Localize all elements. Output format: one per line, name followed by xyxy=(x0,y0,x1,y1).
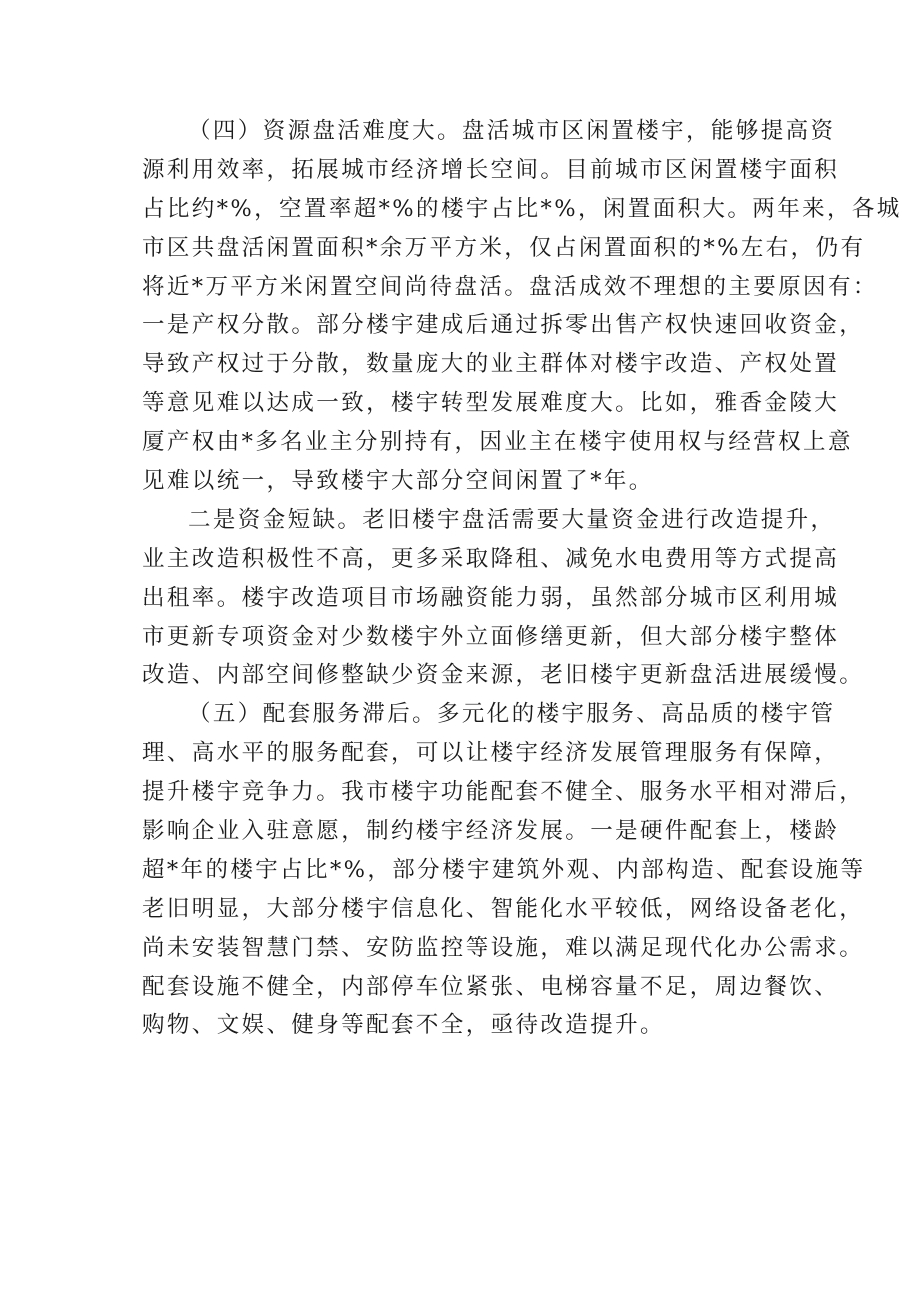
text-line: 影响企业入驻意愿，制约楼宇经济发展。一是硬件配套上，楼龄 xyxy=(142,818,840,845)
text-line: 等意见难以达成一致，楼宇转型发展难度大。比如，雅香金陵大 xyxy=(142,390,840,417)
text-line: 老旧明显，大部分楼宇信息化、智能化水平较低，网络设备老化， xyxy=(142,895,865,922)
text-line: 厦产权由*多名业主分别持有，因业主在楼宇使用权与经营权上意 xyxy=(142,429,853,456)
text-line: 市更新专项资金对少数楼宇外立面修缮更新，但大部分楼宇整体 xyxy=(142,623,840,650)
text-line: 源利用效率，拓展城市经济增长空间。目前城市区闲置楼宇面积 xyxy=(142,156,840,183)
text-line: 导致产权过于分散，数量庞大的业主群体对楼宇改造、产权处置 xyxy=(142,351,840,378)
text-line: 将近*万平方米闲置空间尚待盘活。盘活成效不理想的主要原因有： xyxy=(142,273,878,300)
text-line: 一是产权分散。部分楼宇建成后通过拆零出售产权快速回收资金， xyxy=(142,312,865,339)
body-text xyxy=(142,112,902,1045)
text-line: 购物、文娱、健身等配套不全，亟待改造提升。 xyxy=(142,1012,665,1039)
text-line: 出租率。楼宇改造项目市场融资能力弱，虽然部分城市区利用城 xyxy=(142,584,840,611)
text-line: 占比约*%，空置率超*%的楼宇占比*%，闲置面积大。两年来，各城 xyxy=(142,195,902,222)
text-line: 配套设施不健全，内部停车位紧张、电梯容量不足，周边餐饮、 xyxy=(142,973,840,1000)
text-line: （四）资源盘活难度大。盘活城市区闲置楼宇，能够提高资 xyxy=(188,118,836,144)
text-line: 改造、内部空间修整缺少资金来源，老旧楼宇更新盘活进展缓慢。 xyxy=(142,662,865,689)
text-line: 二是资金短缺。老旧楼宇盘活需要大量资金进行改造提升， xyxy=(188,506,836,533)
text-line: 见难以统一，导致楼宇大部分空间闲置了*年。 xyxy=(142,468,654,495)
text-line: 业主改造积极性不高，更多采取降租、减免水电费用等方式提高 xyxy=(142,545,840,572)
text-line: 尚未安装智慧门禁、安防监控等设施，难以满足现代化办公需求。 xyxy=(142,934,865,961)
text-line: 提升楼宇竞争力。我市楼宇功能配套不健全、服务水平相对滞后， xyxy=(142,779,865,806)
text-line: 市区共盘活闲置面积*余万平方米，仅占闲置面积的*%左右，仍有 xyxy=(142,234,866,261)
text-line: 理、高水平的服务配套，可以让楼宇经济发展管理服务有保障， xyxy=(142,740,840,767)
text-line: 超*年的楼宇占比*%，部分楼宇建筑外观、内部构造、配套设施等 xyxy=(142,856,866,883)
text-line: （五）配套服务滞后。多元化的楼宇服务、高品质的楼宇管 xyxy=(188,701,836,728)
